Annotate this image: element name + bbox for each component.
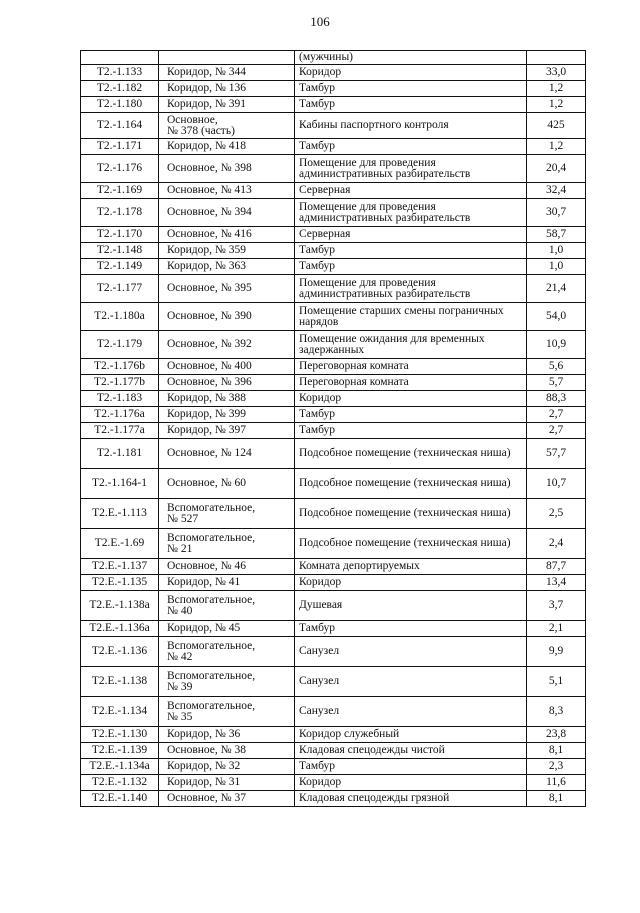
room-code: Т2.Е.-1.138a xyxy=(81,591,159,621)
room-area: 8,1 xyxy=(527,743,586,759)
room-code: Т2.-1.169 xyxy=(81,183,159,199)
room-category xyxy=(159,51,295,65)
room-name: Помещение для проведения административных разбирательств xyxy=(295,199,527,227)
room-code: Т2.-1.171 xyxy=(81,139,159,155)
room-category: Коридор, № 344 xyxy=(159,65,295,81)
room-area: 1,2 xyxy=(527,139,586,155)
room-category: Основное, № 413 xyxy=(159,183,295,199)
table-row xyxy=(81,407,586,423)
table-row xyxy=(81,621,586,637)
table-row xyxy=(81,65,586,81)
room-area: 2,4 xyxy=(527,529,586,559)
room-name: Коридор xyxy=(295,575,527,591)
room-category: Основное, № 38 xyxy=(159,743,295,759)
room-category: Коридор, № 45 xyxy=(159,621,295,637)
room-area: 11,6 xyxy=(527,775,586,791)
room-code: Т2.-1.176 xyxy=(81,155,159,183)
room-area: 9,9 xyxy=(527,637,586,667)
room-area: 3,7 xyxy=(527,591,586,621)
table-row xyxy=(81,259,586,275)
table-row xyxy=(81,183,586,199)
room-code: Т2.-1.177b xyxy=(81,375,159,391)
room-category: Основное, № 398 xyxy=(159,155,295,183)
room-category: Коридор, № 36 xyxy=(159,727,295,743)
room-area: 1,0 xyxy=(527,243,586,259)
room-area: 1,0 xyxy=(527,259,586,275)
room-code: Т2.-1.179 xyxy=(81,331,159,359)
room-category: Коридор, № 32 xyxy=(159,759,295,775)
room-code: Т2.-1.180a xyxy=(81,303,159,331)
room-name: Помещение старших смены пограничных нарядов xyxy=(295,303,527,331)
room-code: Т2.Е.-1.69 xyxy=(81,529,159,559)
table-row xyxy=(81,331,586,359)
room-name: Тамбур xyxy=(295,621,527,637)
room-name: Комната депортируемых xyxy=(295,559,527,575)
room-name: Кладовая спецодежды грязной xyxy=(295,791,527,807)
room-name: Санузел xyxy=(295,637,527,667)
room-code: Т2.-1.149 xyxy=(81,259,159,275)
room-code: Т2.Е.-1.135 xyxy=(81,575,159,591)
room-code: Т2.-1.133 xyxy=(81,65,159,81)
room-code: Т2.-1.148 xyxy=(81,243,159,259)
page-number: 106 xyxy=(310,14,330,29)
room-name: Тамбур xyxy=(295,259,527,275)
room-category: Вспомогательное, № 42 xyxy=(159,637,295,667)
room-code: Т2.-1.164 xyxy=(81,113,159,139)
room-category: Вспомогательное, № 21 xyxy=(159,529,295,559)
room-area: 8,3 xyxy=(527,697,586,727)
room-code: Т2.Е.-1.136 xyxy=(81,637,159,667)
room-category: Основное, № 396 xyxy=(159,375,295,391)
room-category: Основное, № 46 xyxy=(159,559,295,575)
room-category: Вспомогательное, № 527 xyxy=(159,499,295,529)
table-row xyxy=(81,81,586,97)
table-row xyxy=(81,469,586,499)
room-code: Т2.Е.-1.134a xyxy=(81,759,159,775)
room-category: Вспомогательное, № 35 xyxy=(159,697,295,727)
room-name: Серверная xyxy=(295,183,527,199)
room-area: 1,2 xyxy=(527,97,586,113)
table-row xyxy=(81,499,586,529)
room-name: Подсобное помещение (техническая ниша) xyxy=(295,469,527,499)
room-code: Т2.Е.-1.132 xyxy=(81,775,159,791)
room-code: Т2.Е.-1.140 xyxy=(81,791,159,807)
table-row xyxy=(81,697,586,727)
room-code: Т2.-1.182 xyxy=(81,81,159,97)
table-row xyxy=(81,303,586,331)
table-row xyxy=(81,439,586,469)
room-category: Коридор, № 359 xyxy=(159,243,295,259)
room-area: 2,5 xyxy=(527,499,586,529)
table-row xyxy=(81,727,586,743)
room-area: 87,7 xyxy=(527,559,586,575)
room-code: Т2.-1.170 xyxy=(81,227,159,243)
table-row xyxy=(81,243,586,259)
room-code: Т2.-1.181 xyxy=(81,439,159,469)
room-name: Помещение для проведения административных разбирательств xyxy=(295,155,527,183)
room-category: Основное, № 60 xyxy=(159,469,295,499)
table-row xyxy=(81,759,586,775)
room-category: Основное, № 400 xyxy=(159,359,295,375)
room-name: Тамбур xyxy=(295,423,527,439)
room-code: Т2.-1.177 xyxy=(81,275,159,303)
table-row xyxy=(81,375,586,391)
room-category: Коридор, № 399 xyxy=(159,407,295,423)
room-code: Т2.Е.-1.137 xyxy=(81,559,159,575)
room-area: 5,6 xyxy=(527,359,586,375)
room-category: Основное, № 37 xyxy=(159,791,295,807)
room-code: Т2.-1.176a xyxy=(81,407,159,423)
room-category: Основное, № 390 xyxy=(159,303,295,331)
room-code: Т2.Е.-1.138 xyxy=(81,667,159,697)
room-area: 2,7 xyxy=(527,407,586,423)
room-category: Коридор, № 397 xyxy=(159,423,295,439)
room-area: 5,1 xyxy=(527,667,586,697)
table-row xyxy=(81,637,586,667)
room-area: 21,4 xyxy=(527,275,586,303)
room-name: Помещение для проведения административных разбирательств xyxy=(295,275,527,303)
table-row xyxy=(81,743,586,759)
room-code: Т2.-1.176b xyxy=(81,359,159,375)
room-area: 10,7 xyxy=(527,469,586,499)
room-name: Кабины паспортного контроля xyxy=(295,113,527,139)
rooms-table xyxy=(80,50,586,807)
room-category: Коридор, № 391 xyxy=(159,97,295,113)
room-name: Помещение ожидания для временных задержанных xyxy=(295,331,527,359)
room-name: Коридор xyxy=(295,775,527,791)
room-category: Коридор, № 31 xyxy=(159,775,295,791)
table-row xyxy=(81,139,586,155)
table-row xyxy=(81,791,586,807)
room-code xyxy=(81,51,159,65)
room-area: 8,1 xyxy=(527,791,586,807)
room-code: Т2.Е.-1.130 xyxy=(81,727,159,743)
room-area: 30,7 xyxy=(527,199,586,227)
room-area: 20,4 xyxy=(527,155,586,183)
room-code: Т2.-1.183 xyxy=(81,391,159,407)
table-row xyxy=(81,359,586,375)
room-name: Санузел xyxy=(295,667,527,697)
room-name: Тамбур xyxy=(295,139,527,155)
room-name: Тамбур xyxy=(295,243,527,259)
room-area: 5,7 xyxy=(527,375,586,391)
table-row xyxy=(81,391,586,407)
room-area: 23,8 xyxy=(527,727,586,743)
room-category: Коридор, № 418 xyxy=(159,139,295,155)
room-name: Коридор служебный xyxy=(295,727,527,743)
room-name: Переговорная комната xyxy=(295,359,527,375)
room-category: Основное, № 378 (часть) xyxy=(159,113,295,139)
room-category: Коридор, № 363 xyxy=(159,259,295,275)
room-name: Тамбур xyxy=(295,759,527,775)
room-area: 2,3 xyxy=(527,759,586,775)
room-name: Душевая xyxy=(295,591,527,621)
room-area: 10,9 xyxy=(527,331,586,359)
room-area: 58,7 xyxy=(527,227,586,243)
room-category: Основное, № 394 xyxy=(159,199,295,227)
table-row xyxy=(81,227,586,243)
room-area xyxy=(527,51,586,65)
room-area: 57,7 xyxy=(527,439,586,469)
room-name: Подсобное помещение (техническая ниша) xyxy=(295,529,527,559)
room-code: Т2.Е.-1.113 xyxy=(81,499,159,529)
table-row xyxy=(81,529,586,559)
room-code: Т2.-1.180 xyxy=(81,97,159,113)
room-name: Санузел xyxy=(295,697,527,727)
room-name: Коридор xyxy=(295,65,527,81)
room-name: Подсобное помещение (техническая ниша) xyxy=(295,439,527,469)
room-name: Кладовая спецодежды чистой xyxy=(295,743,527,759)
room-area: 54,0 xyxy=(527,303,586,331)
room-area: 88,3 xyxy=(527,391,586,407)
table-row xyxy=(81,51,586,65)
room-category: Основное, № 416 xyxy=(159,227,295,243)
room-name: (мужчины) xyxy=(295,51,527,65)
room-area: 32,4 xyxy=(527,183,586,199)
room-code: Т2.-1.177a xyxy=(81,423,159,439)
room-category: Вспомогательное, № 39 xyxy=(159,667,295,697)
room-area: 2,1 xyxy=(527,621,586,637)
table-row xyxy=(81,775,586,791)
table-row xyxy=(81,575,586,591)
rooms-table-body xyxy=(81,51,586,807)
room-area: 425 xyxy=(527,113,586,139)
room-category: Коридор, № 388 xyxy=(159,391,295,407)
room-code: Т2.Е.-1.139 xyxy=(81,743,159,759)
room-area: 13,4 xyxy=(527,575,586,591)
room-name: Тамбур xyxy=(295,81,527,97)
table-row xyxy=(81,113,586,139)
room-name: Коридор xyxy=(295,391,527,407)
table-row xyxy=(81,97,586,113)
room-category: Вспомогательное, № 40 xyxy=(159,591,295,621)
room-name: Переговорная комната xyxy=(295,375,527,391)
room-code: Т2.Е.-1.136a xyxy=(81,621,159,637)
room-category: Основное, № 392 xyxy=(159,331,295,359)
table-row xyxy=(81,667,586,697)
table-row xyxy=(81,199,586,227)
room-name: Подсобное помещение (техническая ниша) xyxy=(295,499,527,529)
room-category: Коридор, № 136 xyxy=(159,81,295,97)
table-row xyxy=(81,423,586,439)
room-code: Т2.-1.178 xyxy=(81,199,159,227)
room-area: 1,2 xyxy=(527,81,586,97)
room-category: Основное, № 395 xyxy=(159,275,295,303)
room-code: Т2.Е.-1.134 xyxy=(81,697,159,727)
table-row xyxy=(81,559,586,575)
table-row xyxy=(81,155,586,183)
room-area: 33,0 xyxy=(527,65,586,81)
room-name: Тамбур xyxy=(295,407,527,423)
room-code: Т2.-1.164-1 xyxy=(81,469,159,499)
room-name: Серверная xyxy=(295,227,527,243)
room-category: Коридор, № 41 xyxy=(159,575,295,591)
table-row xyxy=(81,275,586,303)
table-row xyxy=(81,591,586,621)
room-area: 2,7 xyxy=(527,423,586,439)
room-name: Тамбур xyxy=(295,97,527,113)
room-category: Основное, № 124 xyxy=(159,439,295,469)
